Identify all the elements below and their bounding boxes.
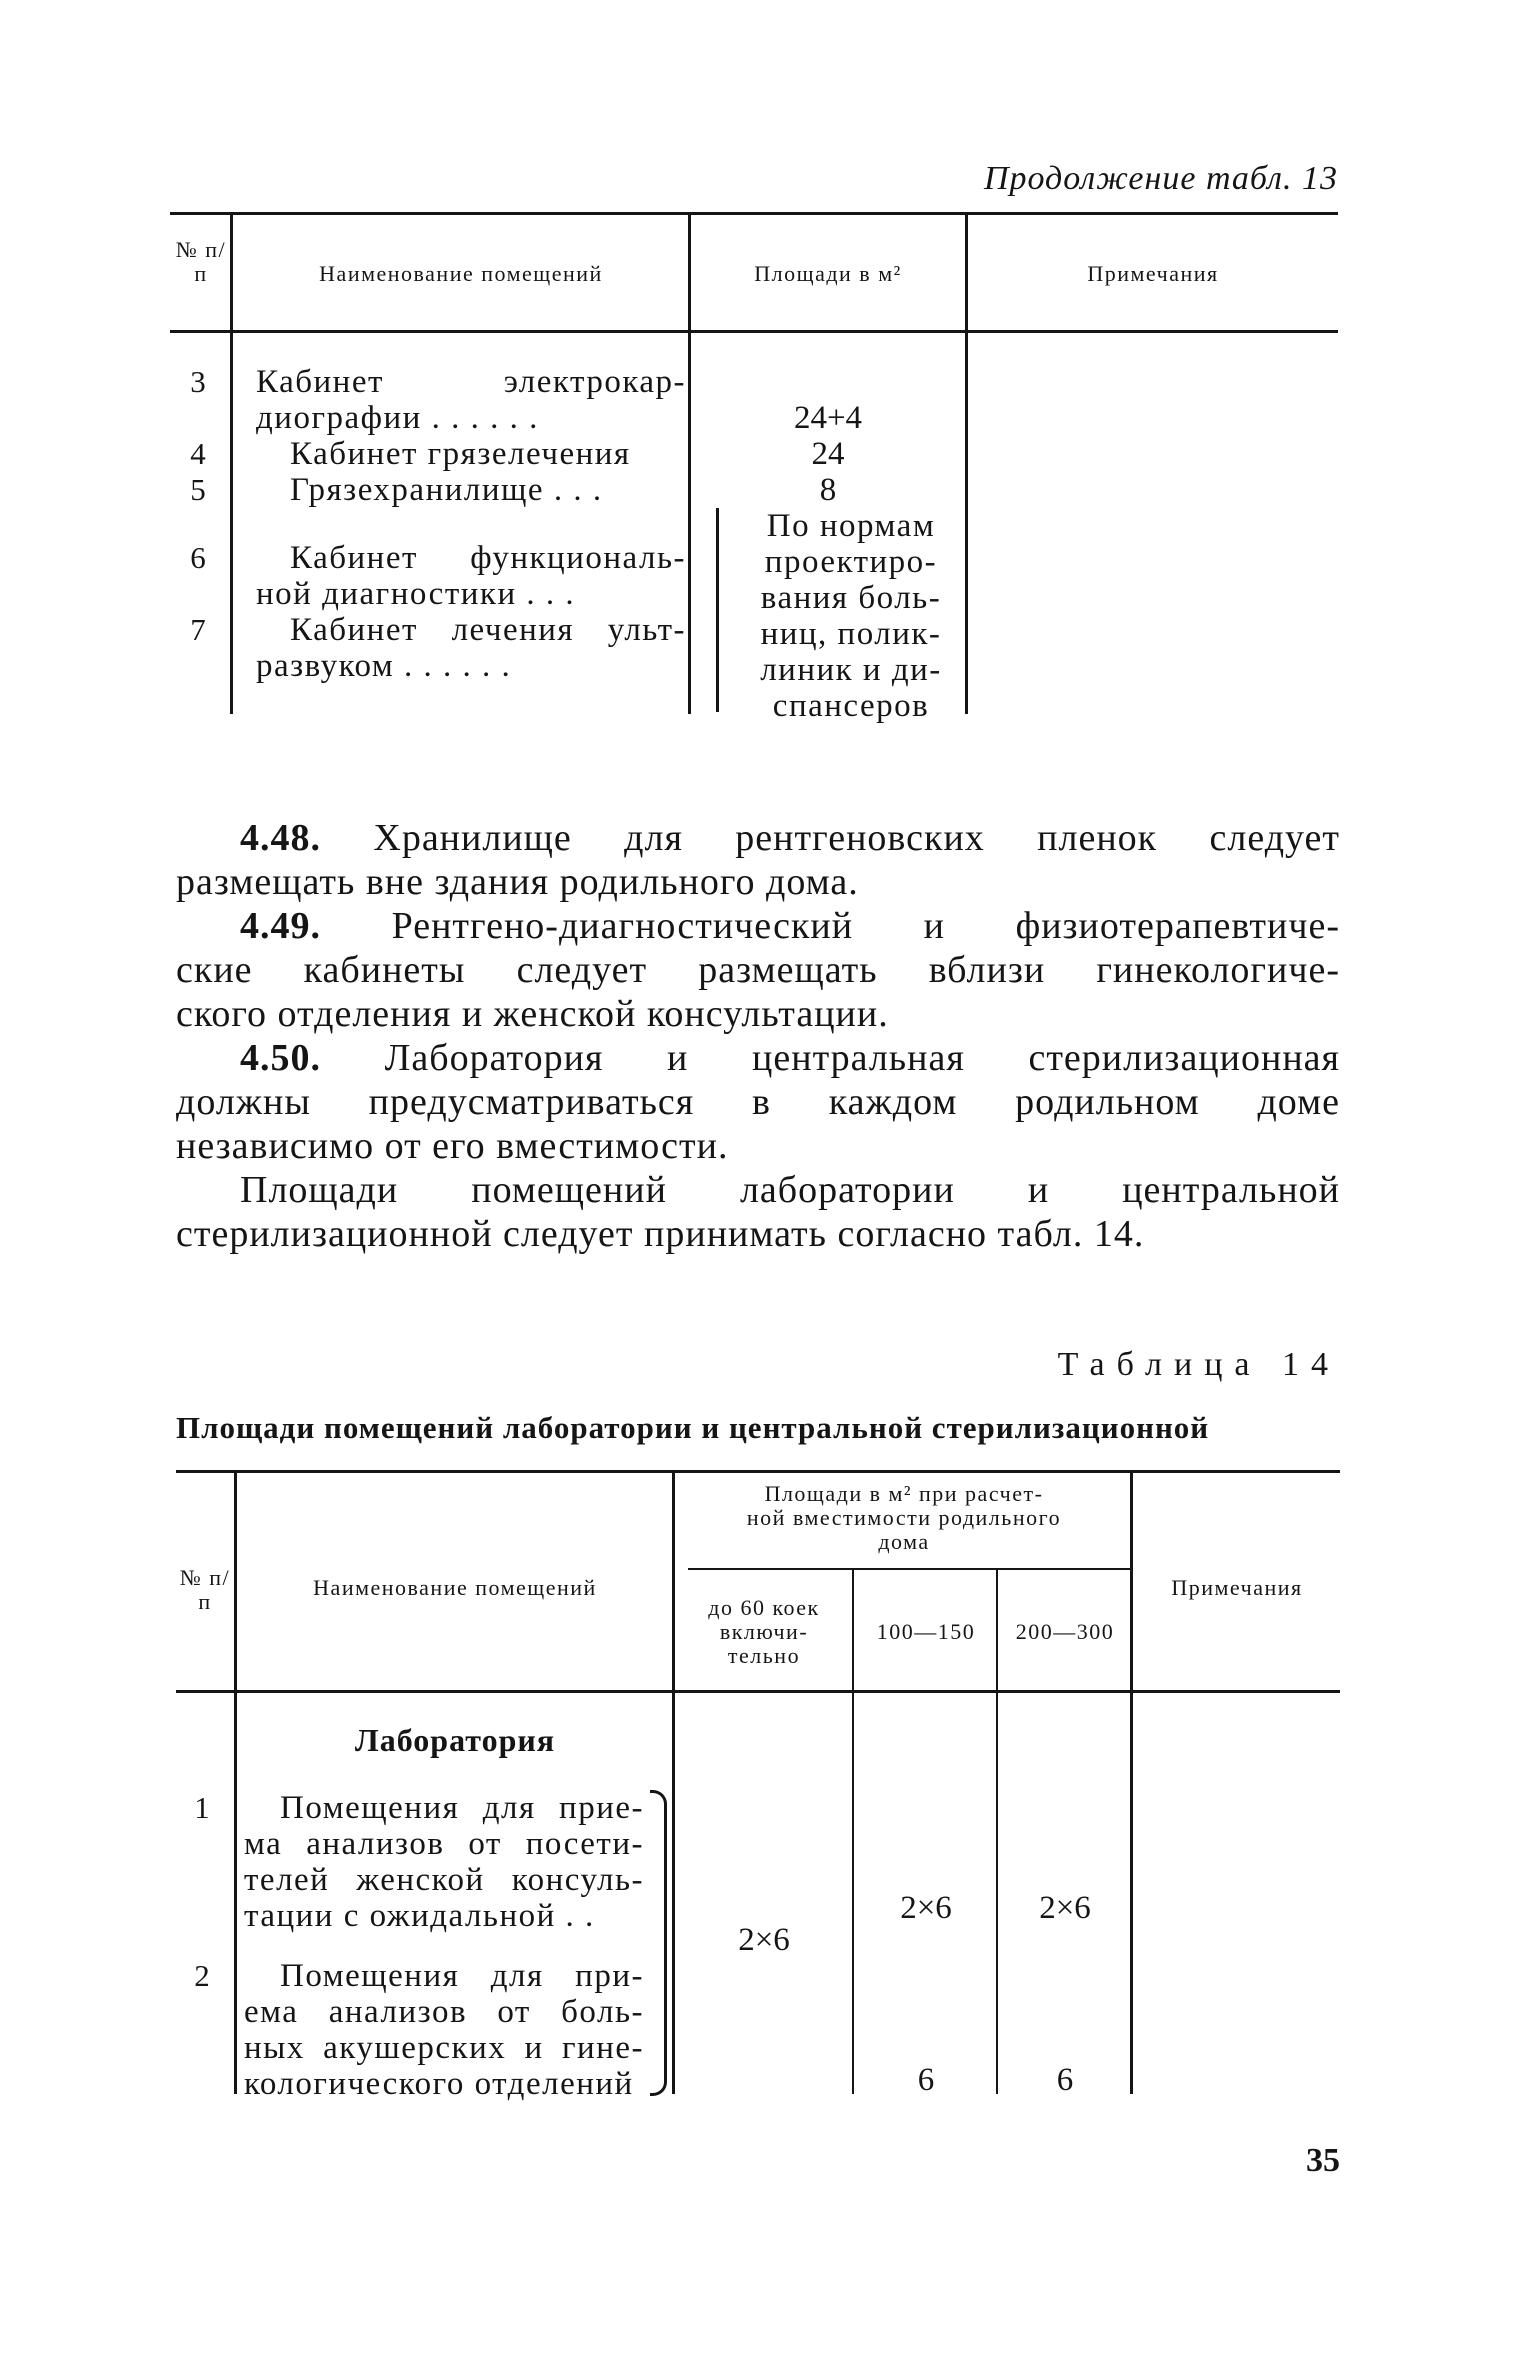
table13-header-rule [170, 330, 1338, 333]
table13-row-num: 4 [190, 436, 206, 471]
table14-value-col2: 2×6 [900, 1890, 952, 1926]
table13-row-num: 6 [190, 540, 206, 575]
page-number: 35 [1306, 2142, 1340, 2179]
table14-header-notes: Примечания [1171, 1575, 1303, 1600]
paragraph-number: 4.48. [240, 817, 321, 859]
table13-area-note: По нормам проектиро- вания боль- ниц, полик- линик и ди- спансеров [760, 508, 942, 724]
table13-header-num: № п/п [175, 237, 227, 286]
table13-area-value: 24+4 [793, 400, 863, 436]
table14-label: Таблица 14 [1057, 1346, 1340, 1383]
table13-row-num: 7 [190, 612, 206, 647]
table14-section-laboratory: Лаборатория [354, 1722, 556, 1758]
table14-col-sep [996, 1570, 998, 2094]
paragraph-areas: Площади помещений лаборатории и центральной стерилизационной следует принимать согласно табл. 14. [176, 1169, 1340, 1255]
paragraph-number: 4.50. [240, 1037, 321, 1079]
table13-area-value: 8 [819, 472, 837, 508]
table13-row-name: Кабинет функциональ- ной диагностики . . . [256, 540, 686, 612]
table13-header-name: Наименование помещений [319, 261, 603, 286]
table14-value-col2: 6 [917, 2062, 935, 2098]
table14-header-col2: 100—150 [876, 1619, 976, 1644]
table14-row-name: Помещения для прие- ма анализов от посети- телей женской консуль- тации с ожидальной . . [244, 1790, 644, 1934]
body-text [176, 816, 1340, 1256]
table14-subheader-rule [688, 1568, 1130, 1570]
table13-row-num: 3 [190, 364, 206, 399]
table14-col-sep [672, 1472, 675, 2094]
table14-col-sep [234, 1472, 237, 2094]
table14-title: Площади помещений лаборатории и центральной стерилизационной [176, 1410, 1210, 1445]
table13-col-sep [230, 214, 233, 714]
table13-row-name: Кабинет грязелечения [290, 436, 631, 472]
table14-row-num: 2 [194, 1958, 210, 1993]
table13-col-sep [688, 214, 691, 714]
table13-row-name: Кабинет электрокар- диографии . . . . . . [256, 364, 686, 436]
table14-top-rule [176, 1470, 1340, 1473]
table14-header-rule [176, 1690, 1340, 1693]
table14-value-col3: 6 [1056, 2062, 1074, 2098]
table14-header-name: Наименование помещений [313, 1575, 597, 1600]
table14-value-col1: 2×6 [738, 1922, 790, 1958]
table13-row-name: Кабинет лечения ульт- развуком . . . . . . [256, 612, 686, 684]
table14-header-col3: 200—300 [1015, 1619, 1115, 1644]
paragraph-number: 4.49. [240, 905, 321, 947]
table13-row-name: Грязехранилище . . . [290, 472, 603, 508]
paragraph-4-50: 4.50. Лаборатория и центральная стерилизационная должны предусматриваться в каждом родильном доме независимо от его вместимости. [176, 1037, 1340, 1167]
table13-top-rule [170, 212, 1338, 215]
table-continuation-caption: Продолжение табл. 13 [983, 160, 1338, 197]
table14-header-num: № п/п [179, 1565, 231, 1614]
table14-header-area-group: Площади в м² при расчет- ной вместимости родильного дома [746, 1481, 1062, 1554]
paragraph-4-48: 4.48. Хранилище для рентгеновских пленок следует размещать вне здания родильного дома. [176, 817, 1340, 903]
table14-row-num: 1 [194, 1790, 210, 1825]
table14-col-sep [1130, 1472, 1133, 2094]
table13-area-note-bracket [716, 508, 729, 712]
table14-header-col1: до 60 коек включи- тельно [708, 1595, 820, 1668]
table13-col-sep [965, 214, 968, 714]
table13-area-value: 24 [811, 436, 845, 472]
paragraph-4-49: 4.49. Рентгено-диагностический и физиотерапевтиче- ские кабинеты следует размещать вблизи гинекологиче- ского отделения и женской консультации. [176, 905, 1340, 1035]
table13-header-notes: Примечания [1087, 261, 1219, 286]
table13-header-area: Площади в м² [754, 261, 902, 286]
table14-col-sep [852, 1570, 854, 2094]
table14-value-col3: 2×6 [1039, 1890, 1091, 1926]
table14-row-name: Помещения для при- ема анализов от боль- ных акушерских и гине- кологического отделений [244, 1958, 644, 2102]
table13-row-num: 5 [190, 472, 206, 507]
table14-rows-brace [650, 1790, 667, 2096]
